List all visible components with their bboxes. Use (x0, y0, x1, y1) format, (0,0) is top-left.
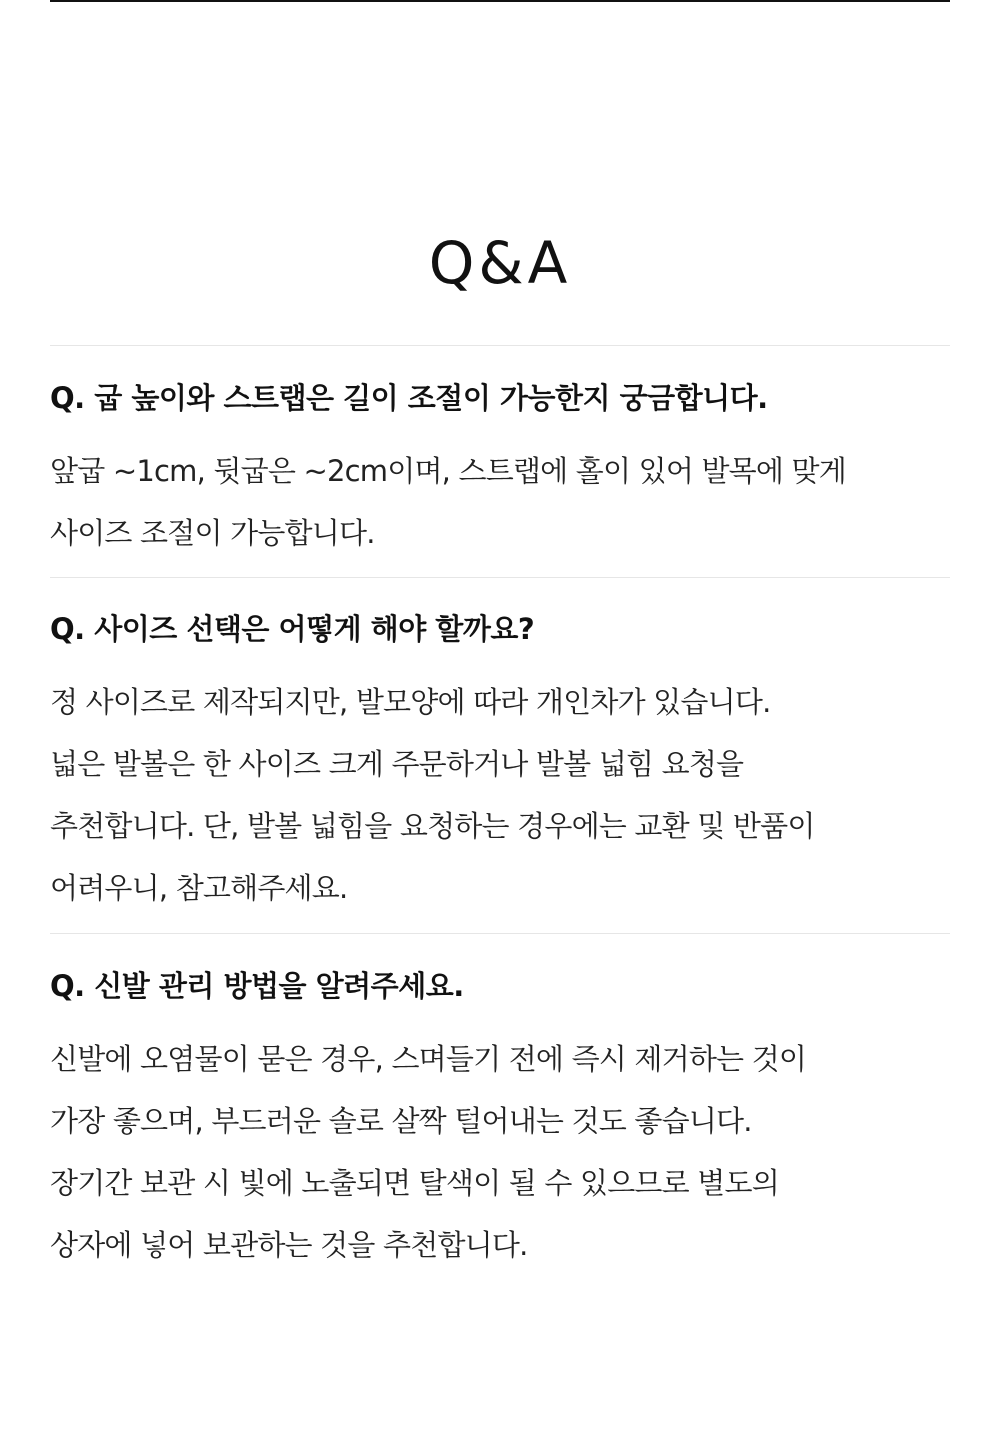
answer-line: 장기간 보관 시 빛에 노출되면 탈색이 될 수 있으므로 별도의 (50, 1166, 779, 1200)
qa-item-size-selection (50, 607, 950, 919)
answer-block (50, 1028, 950, 1276)
answer-line: 어려우니, 참고해주세요. (50, 871, 348, 905)
answer-block (50, 671, 950, 919)
question-text: Q. 굽 높이와 스트랩은 길이 조절이 가능한지 궁금합니다. (50, 381, 768, 415)
answer-line: 가장 좋으며, 부드러운 솔로 살짝 털어내는 것도 좋습니다. (50, 1104, 752, 1138)
page-title: Q&A (428, 228, 572, 297)
qa-item-shoe-care (50, 964, 950, 1276)
qa-item-heel-strap (50, 376, 950, 564)
answer-block (50, 440, 950, 564)
answer-line: 넓은 발볼은 한 사이즈 크게 주문하거나 발볼 넓힘 요청을 (50, 747, 744, 781)
answer-line: 신발에 오염물이 묻은 경우, 스며들기 전에 즉시 제거하는 것이 (50, 1042, 807, 1076)
answer-line: 사이즈 조절이 가능합니다. (50, 516, 375, 550)
question-text: Q. 사이즈 선택은 어떻게 해야 할까요? (50, 612, 535, 646)
divider (50, 933, 950, 934)
answer-line: 추천합니다. 단, 발볼 넓힘을 요청하는 경우에는 교환 및 반품이 (50, 809, 815, 843)
answer-line: 정 사이즈로 제작되지만, 발모양에 따라 개인차가 있습니다. (50, 685, 771, 719)
answer-line: 상자에 넣어 보관하는 것을 추천합니다. (50, 1228, 528, 1262)
divider (50, 345, 950, 346)
divider (50, 577, 950, 578)
top-rule (50, 0, 950, 2)
question-text: Q. 신발 관리 방법을 알려주세요. (50, 969, 464, 1003)
answer-line: 앞굽 ~1cm, 뒷굽은 ~2cm이며, 스트랩에 홀이 있어 발목에 맞게 (50, 454, 846, 488)
